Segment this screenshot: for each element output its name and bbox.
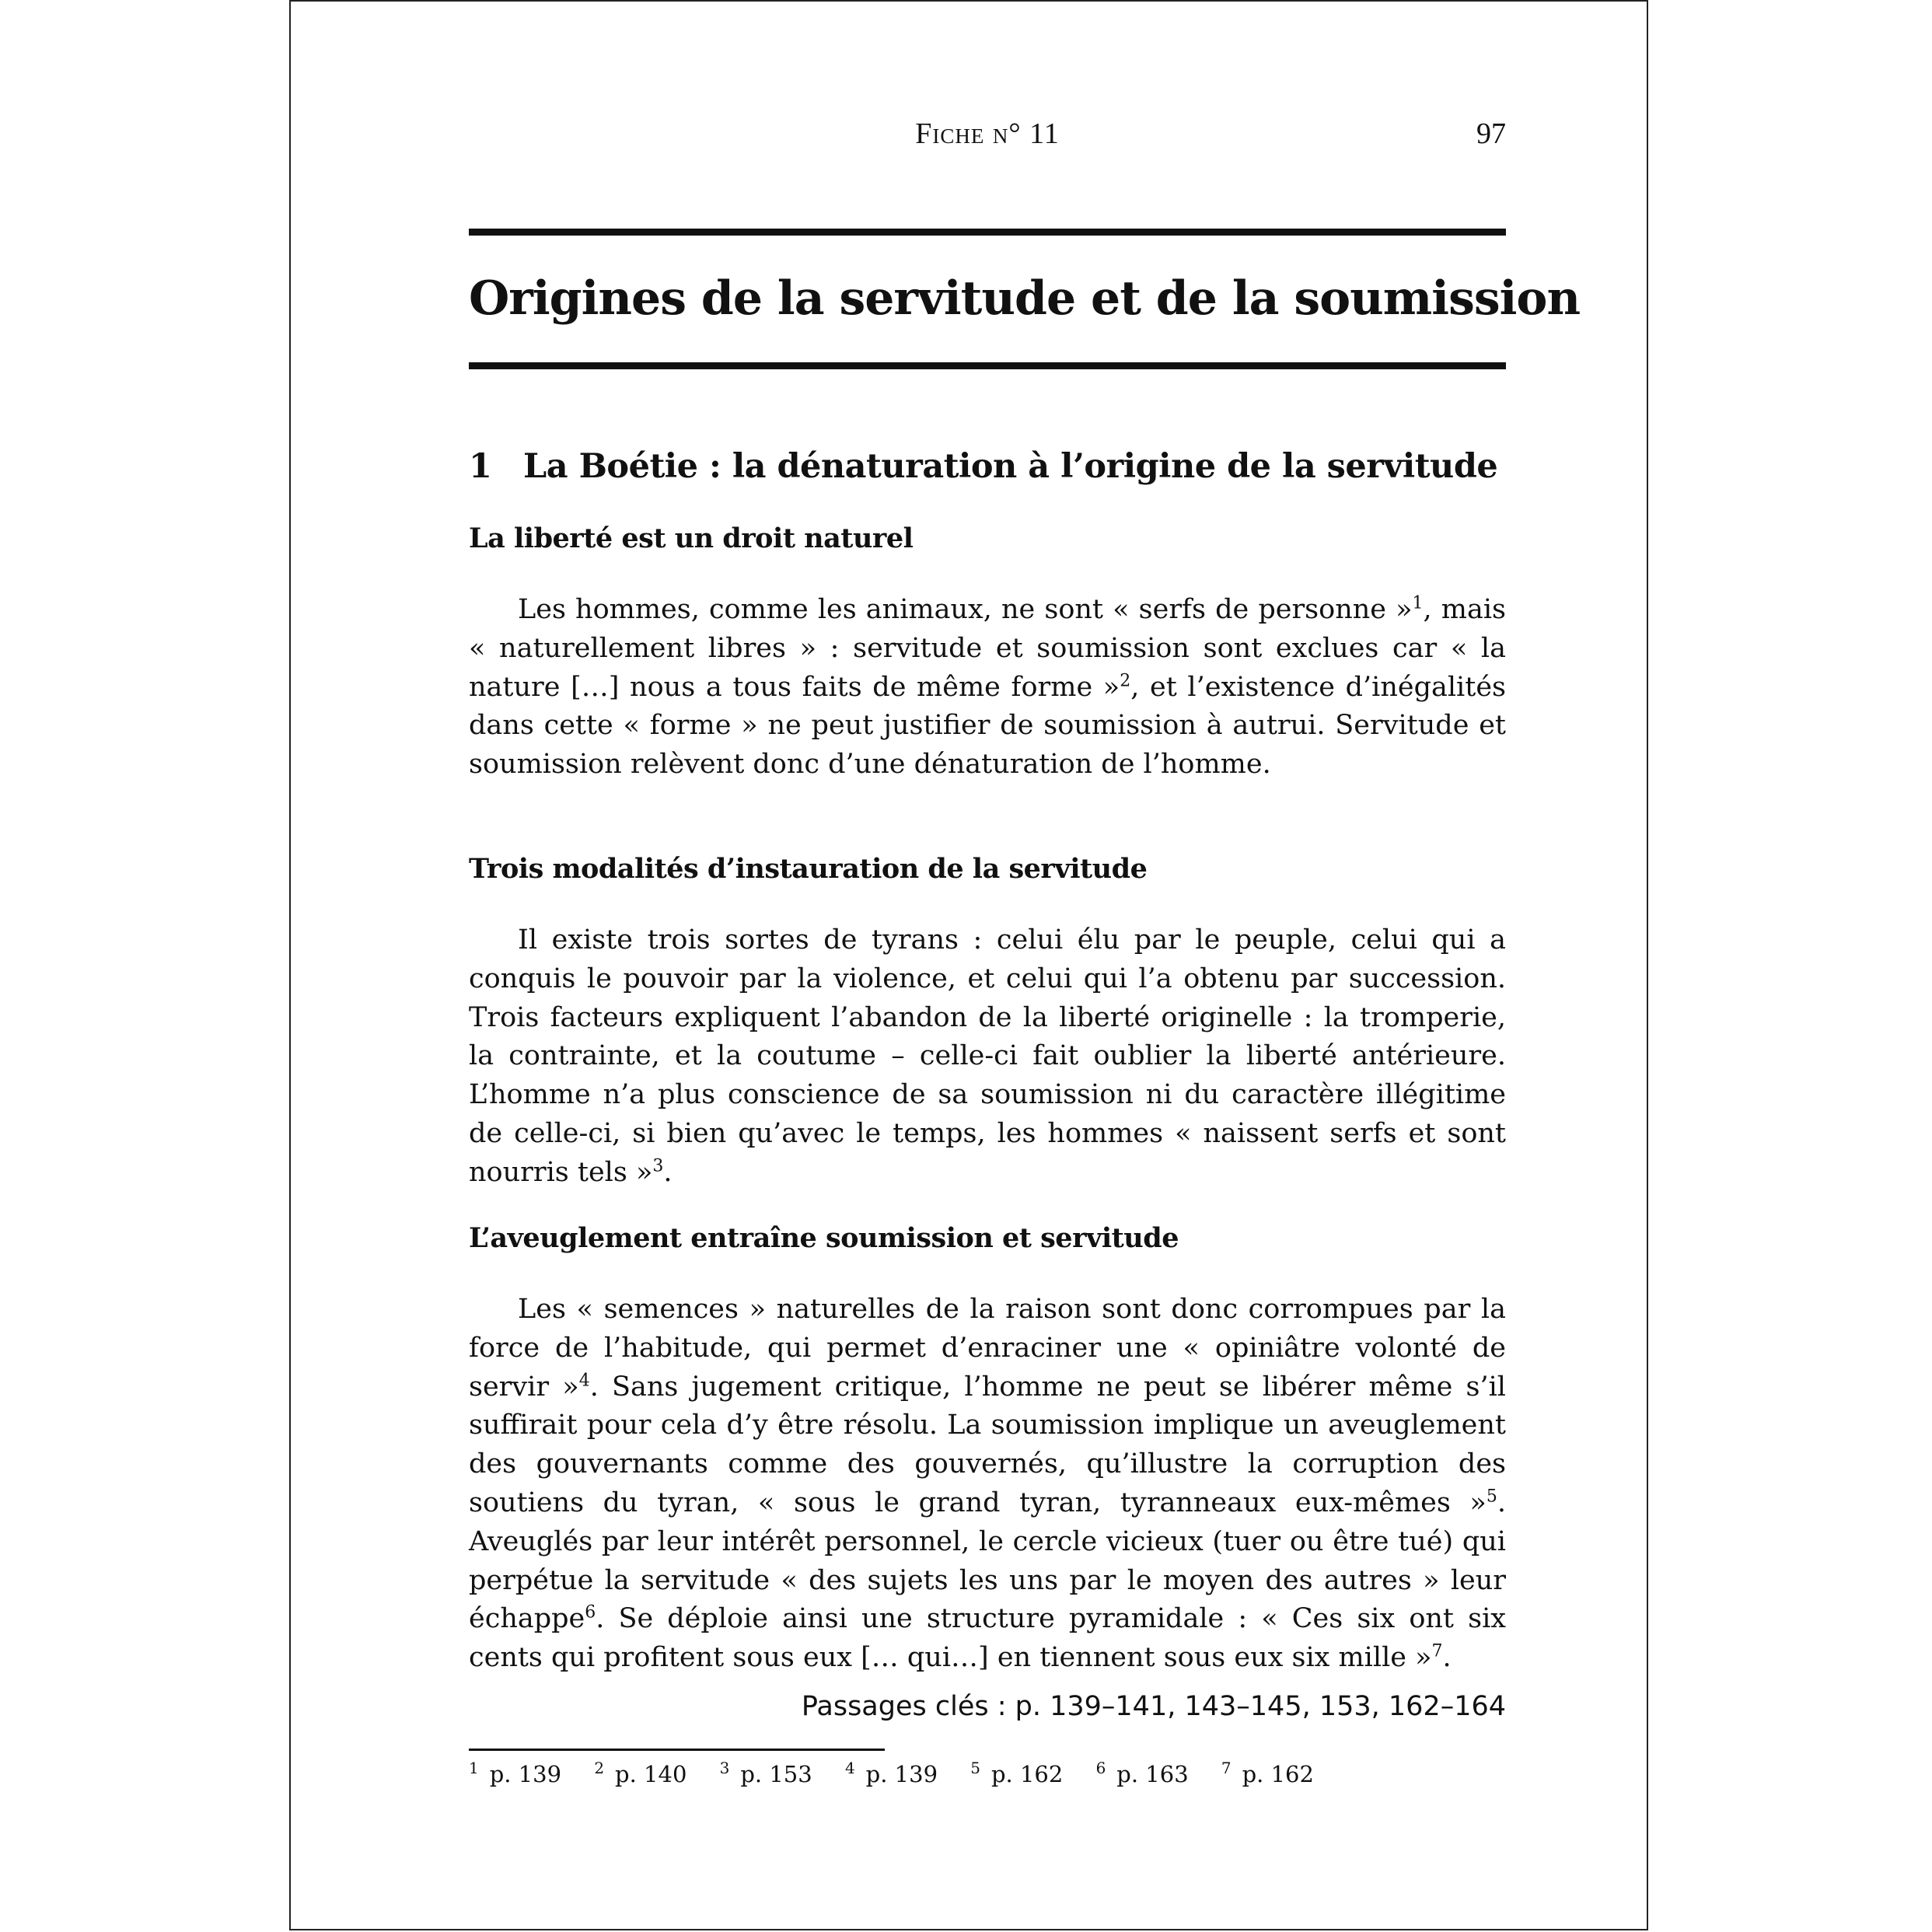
footnote-ref: 5 [1486, 1487, 1497, 1507]
footnote [1221, 1759, 1314, 1790]
footnote-number: 3 [719, 1759, 730, 1778]
paragraph-text: , mais « naturellement libres » : servitude et soumission sont exclues car « la nature […] nous a tous faits de même forme » [469, 594, 1507, 703]
footnote-ref: 3 [652, 1156, 664, 1176]
footnote [469, 1759, 561, 1790]
subsection-heading-2: Trois modalités d’instauration de la servitude [469, 853, 1148, 885]
footnote-text: p. 139 [865, 1761, 938, 1787]
paragraph-text: . [1442, 1642, 1452, 1674]
paragraph-text: . Se déploie ainsi une structure pyramidale : « Ces six ont six cents qui profitent sous eux [… qui…] en tiennent sous eux six mille » [469, 1603, 1506, 1674]
section-title-text: La Boétie : la dénaturation à l’origine de la servitude [523, 447, 1498, 486]
title-rule-top [469, 229, 1506, 236]
footnote-ref: 6 [585, 1602, 596, 1623]
paragraph-text: Il existe trois sortes de tyrans : celui élu par le peuple, celui qui a conquis le pouvoir par la violence, et celui qui l’a obtenu par succession. Trois facteurs expliquent l’abandon de la liberté originelle : la tromperie, la contrainte, et la coutume – celle-ci fait oublier la liberté antérieure. L’homme n’a plus conscience de sa soumission ni du caractère illégitime de celle-ci, si bien qu’avec le temps, les hommes « naissent serfs et sont nourris tels » [469, 924, 1506, 1188]
footnote-ref: 4 [578, 1370, 590, 1390]
footnote-ref: 7 [1431, 1641, 1443, 1661]
footnote-rule [469, 1749, 885, 1751]
paragraph-text: . Aveuglés par leur intérêt personnel, le cercle vicieux (tuer ou être tué) qui perpétue la servitude « des sujets les uns par le moyen des autres » leur échappe [469, 1487, 1506, 1635]
footnote-number: 4 [844, 1759, 855, 1778]
paragraph-3 [469, 1291, 1506, 1678]
page-number: 97 [1476, 117, 1506, 150]
paragraph-text: , et l’existence d’inégalités dans cette « forme » ne peut justifier de soumission à autrui. Servitude et soumission relèvent donc d’une dénaturation de l’homme. [469, 671, 1506, 781]
footnote-number: 1 [469, 1759, 479, 1778]
section-number: 1 [469, 447, 492, 486]
footnote-ref: 2 [1120, 670, 1131, 690]
footnote [720, 1759, 812, 1790]
paragraph-1 [469, 591, 1506, 784]
footnote-number: 2 [594, 1759, 605, 1778]
paragraph-text: Les « semences » naturelles de la raison sont donc corrompues par la force de l’habitude, qui permet d’enraciner une « opiniâtre volonté de servir » [469, 1294, 1506, 1403]
footnote-text: p. 139 [489, 1761, 562, 1787]
footnote [1096, 1759, 1189, 1790]
title-rule-bottom [469, 362, 1506, 369]
paragraph-text: . [663, 1156, 673, 1188]
footnote-text: p. 163 [1116, 1761, 1189, 1787]
footnote [845, 1759, 938, 1790]
key-passages: Passages clés : p. 139–141, 143–145, 153, 162–164 [801, 1691, 1506, 1722]
paragraph-text: . Sans jugement critique, l’homme ne peut se libérer même s’il suffirait pour cela d’y être résolu. La soumission implique un aveuglement des gouvernants comme des gouvernés, qu’illustre la corruption des soutiens du tyran, « sous le grand tyran, tyranneaux eux-mêmes » [469, 1371, 1506, 1518]
footnotes [469, 1759, 1340, 1790]
paragraph-2 [469, 921, 1506, 1193]
footnote-number: 7 [1221, 1759, 1232, 1778]
footnote [594, 1759, 687, 1790]
footnote-text: p. 140 [615, 1761, 687, 1787]
subsection-heading-1: La liberté est un droit naturel [469, 522, 914, 554]
footnote-number: 5 [970, 1759, 980, 1778]
section-heading [469, 442, 1497, 491]
footnote-text: p. 162 [990, 1761, 1064, 1787]
subsection-heading-3: L’aveuglement entraîne soumission et servitude [469, 1222, 1179, 1254]
paragraph-text: Les hommes, comme les animaux, ne sont « serfs de personne » [518, 594, 1413, 625]
running-header [469, 117, 1506, 155]
running-title: Fiche n° 11 [915, 117, 1060, 150]
footnote-text: p. 162 [1242, 1761, 1314, 1787]
footnote-text: p. 153 [740, 1761, 812, 1787]
chapter-title: Origines de la servitude et de la soumission [469, 271, 1581, 326]
footnote-ref: 1 [1412, 593, 1424, 613]
footnote [970, 1759, 1063, 1790]
footnote-number: 6 [1095, 1759, 1106, 1778]
